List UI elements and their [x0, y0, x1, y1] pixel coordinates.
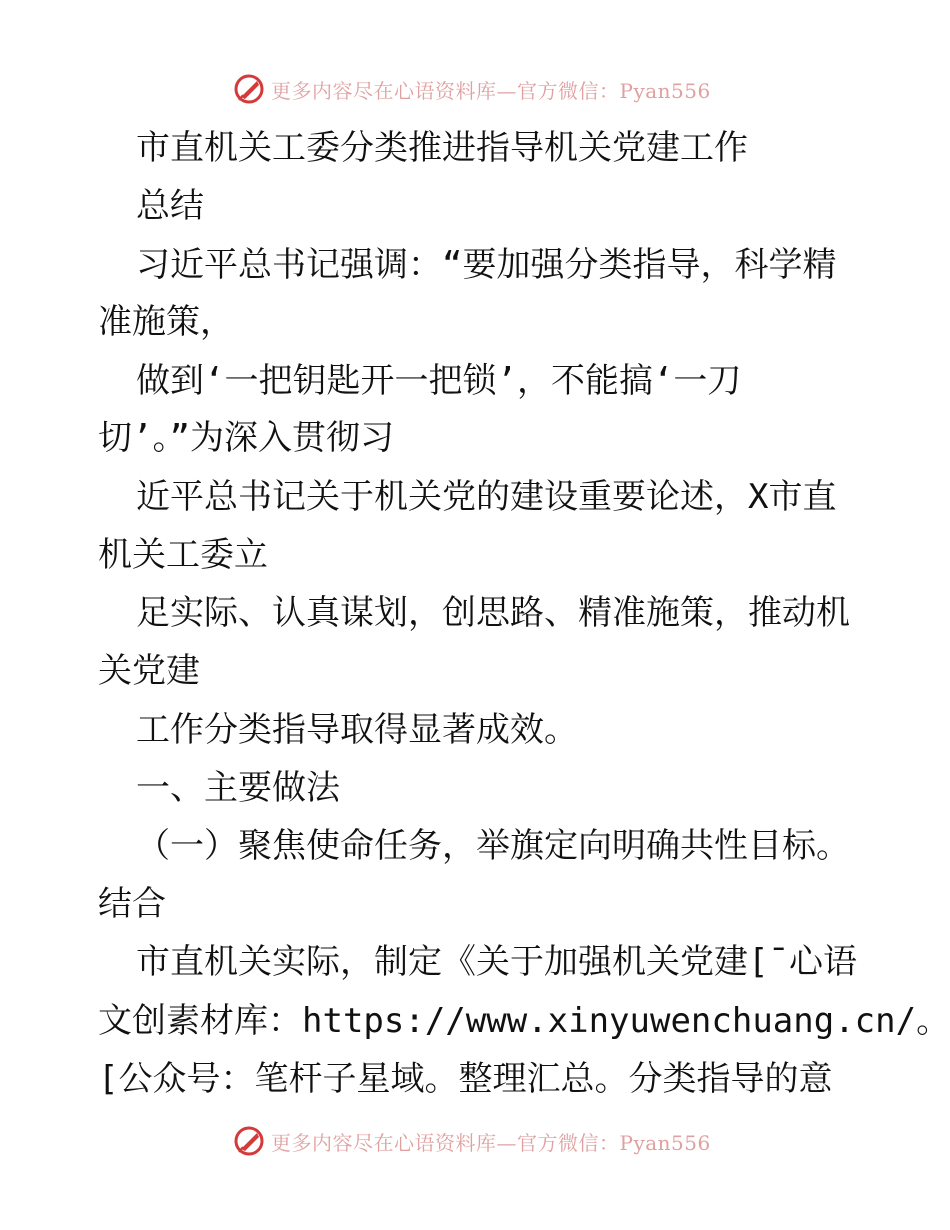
- doc-line: 机关工委立: [98, 535, 268, 575]
- section-heading: 一、主要做法: [136, 768, 340, 808]
- doc-line: 关党建: [98, 651, 200, 691]
- doc-line: 切’。”为深入贯彻习: [98, 418, 394, 458]
- doc-line: 近平总书记关于机关党的建设重要论述，X市直: [136, 477, 837, 517]
- doc-line: 工作分类指导取得显著成效。: [136, 710, 578, 750]
- watermark-header: [233, 72, 753, 106]
- watermark-text: 更多内容尽在心语资料库—官方微信：Pyan556: [271, 78, 711, 103]
- feather-quill-logo-icon: [233, 73, 265, 105]
- watermark-text: 更多内容尽在心语资料库—官方微信：Pyan556: [271, 1130, 711, 1155]
- doc-line: 足实际、认真谋划，创思路、精准施策，推动机: [136, 593, 850, 633]
- doc-title-line-1: 市直机关工委分类推进指导机关党建工作: [136, 128, 748, 168]
- watermark-footer: [233, 1124, 753, 1158]
- doc-line: 做到‘一把钥匙开一把锁’，不能搞‘一刀: [136, 361, 742, 401]
- feather-quill-logo-icon: [233, 1125, 265, 1157]
- doc-line: 文创素材库：https://www.xinyuwenchuang.cn/。: [98, 1001, 950, 1041]
- doc-title-line-2: 总结: [136, 186, 204, 226]
- doc-line: [公众号：笔杆子星域。整理汇总。分类指导的意: [98, 1059, 833, 1099]
- doc-line: 准施策，: [98, 302, 234, 342]
- doc-line: 习近平总书记强调：“要加强分类指导，科学精: [136, 245, 837, 285]
- subsection-heading: （一）聚焦使命任务，举旗定向明确共性目标。: [136, 826, 850, 866]
- doc-line: 结合: [98, 884, 166, 924]
- doc-line: 市直机关实际，制定《关于加强机关党建[¯心语: [136, 942, 857, 982]
